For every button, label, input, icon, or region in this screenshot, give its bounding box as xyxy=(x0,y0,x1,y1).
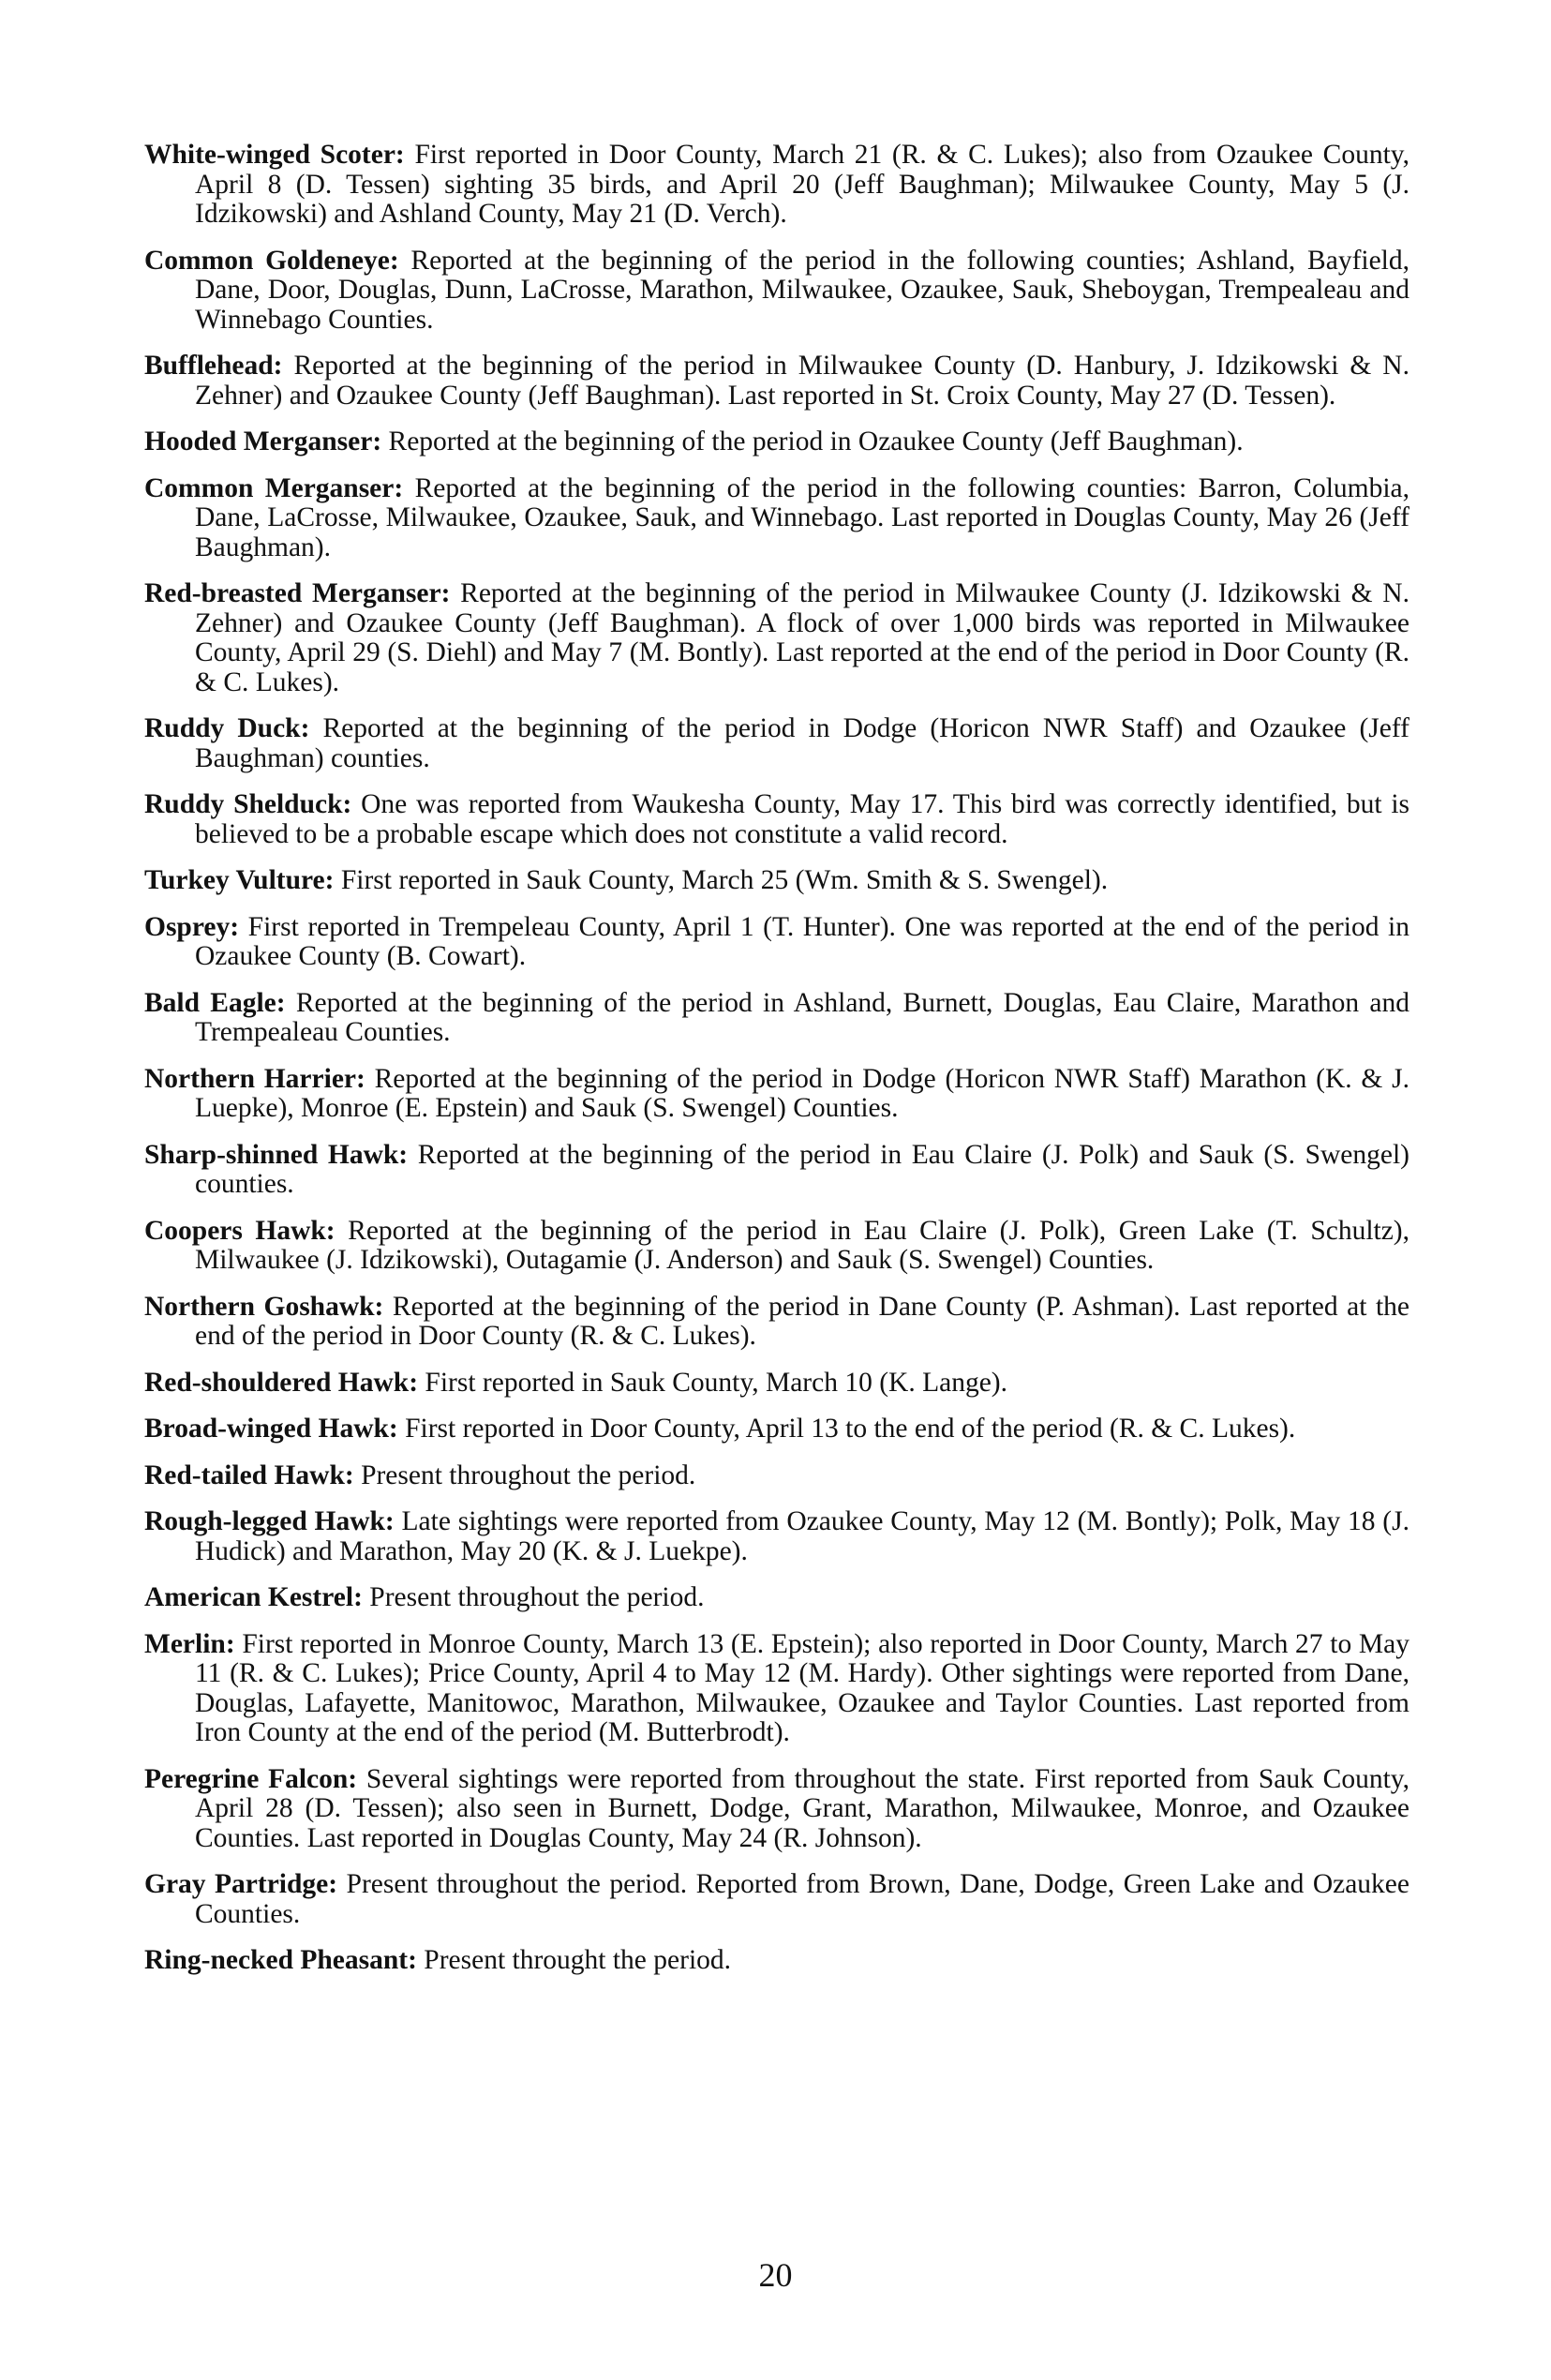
species-entry xyxy=(144,474,1409,563)
species-name: Peregrine Falcon: xyxy=(144,1763,358,1794)
species-entry xyxy=(144,989,1409,1048)
species-name: Bufflehead: xyxy=(144,351,283,381)
species-notes: Present throughout the period. xyxy=(362,1582,705,1612)
species-name: Sharp-shinned Hawk: xyxy=(144,1139,409,1170)
species-name: Common Merganser: xyxy=(144,472,404,503)
species-name: Rough-legged Hawk: xyxy=(144,1506,395,1536)
species-notes: Reported at the beginning of the period in Dodge (Horicon NWR Staff) Marathon (K. & J. Luepke), Monroe (E. Epstein) and Sauk (S. Swengel) Counties. xyxy=(195,1063,1409,1123)
species-entry xyxy=(144,247,1409,336)
species-notes: Present throught the period. xyxy=(416,1945,732,1975)
page-number: 20 xyxy=(758,2256,793,2294)
species-notes: First reported in Monroe County, March 13 (E. Epstein); also reported in Door County, March 27 to May 11 (R. & C. Lukes); Price County, April 4 to May 12 (M. Hardy). Other sightings were reported from Dane, Douglas, Lafayette, Manitowoc, Marathon, Milwaukee, Ozaukee and Taylor Counties. Last reported from Iron County at the end of the period (M. Butterbrodt). xyxy=(195,1628,1409,1747)
species-entry xyxy=(144,866,1409,896)
species-notes: Reported at the beginning of the period in the following counties; Ashland, Bayfield, Dane, Door, Douglas, Dunn, LaCrosse, Marathon, Milwaukee, Ozaukee, Sauk, Sheboygan, Trempealeau and Winnebago Counties. xyxy=(195,245,1410,335)
species-name: Hooded Merganser: xyxy=(144,427,382,457)
species-name: American Kestrel: xyxy=(144,1582,363,1612)
species-notes: Reported at the beginning of the period in Milwaukee County (J. Idzikowski & N. Zehner) and Ozaukee County (Jeff Baughman). A flock of over 1,000 birds was reported in Milwaukee County, April 29 (S. Diehl) and May 7 (M. Bontly). Last reported at the end of the period in Door County (R. & C. Lukes). xyxy=(195,578,1409,697)
species-name: Red-tailed Hawk: xyxy=(144,1459,354,1490)
species-name: Osprey: xyxy=(144,911,240,942)
document-body xyxy=(144,141,1409,1993)
species-notes: Reported at the beginning of the period in the following counties: Barron, Columbia, Dane, LaCrosse, Milwaukee, Ozaukee, Sauk, and Winnebago. Last reported in Douglas County, May 26 (Jeff Baughman). xyxy=(195,472,1409,562)
species-notes: Reported at the beginning of the period in Dodge (Horicon NWR Staff) and Ozaukee (Jeff Baughman) counties. xyxy=(195,713,1409,773)
species-notes: Reported at the beginning of the period in Ashland, Burnett, Douglas, Eau Claire, Marathon and Trempealeau Counties. xyxy=(195,987,1409,1047)
species-notes: Late sightings were reported from Ozaukee County, May 12 (M. Bontly); Polk, May 18 (J. Hudick) and Marathon, May 20 (K. & J. Luekpe). xyxy=(195,1506,1409,1566)
species-name: Red-breasted Merganser: xyxy=(144,578,451,608)
species-entry xyxy=(144,1369,1409,1399)
species-notes: First reported in Trempeleau County, April 1 (T. Hunter). One was reported at the end of the period in Ozaukee County (B. Cowart). xyxy=(195,911,1409,971)
species-notes: Reported at the beginning of the period in Milwaukee County (D. Hanbury, J. Idzikowski & N. Zehner) and Ozaukee County (Jeff Baughman). Last reported in St. Croix County, May 27 (D. Tessen). xyxy=(195,351,1409,411)
species-notes: Present throughout the period. Reported from Brown, Dane, Dodge, Green Lake and Ozaukee Counties. xyxy=(195,1869,1409,1929)
species-name: Turkey Vulture: xyxy=(144,865,335,895)
species-entry xyxy=(144,790,1409,849)
species-notes: Present throughout the period. xyxy=(353,1459,696,1490)
species-entry xyxy=(144,1065,1409,1124)
species-name: Merlin: xyxy=(144,1628,235,1659)
species-entry xyxy=(144,1293,1409,1352)
species-notes: Reported at the beginning of the period in Eau Claire (J. Polk) and Sauk (S. Swengel) counties. xyxy=(195,1139,1409,1199)
species-entry xyxy=(144,1630,1409,1748)
species-entry xyxy=(144,1765,1409,1854)
species-notes: Reported at the beginning of the period in Dane County (P. Ashman). Last reported at the end of the period in Door County (R. & C. Lukes). xyxy=(195,1291,1409,1351)
species-name: Northern Harrier: xyxy=(144,1063,365,1094)
species-entry xyxy=(144,1461,1409,1491)
species-notes: One was reported from Waukesha County, May 17. This bird was correctly identified, but is believed to be a probable escape which does not constitute a valid record. xyxy=(195,789,1410,849)
species-entry xyxy=(144,352,1409,411)
species-entry xyxy=(144,1946,1409,1976)
species-name: Coopers Hawk: xyxy=(144,1215,336,1246)
species-name: White-winged Scoter: xyxy=(144,140,405,170)
species-notes: Reported at the beginning of the period in Ozaukee County (Jeff Baughman). xyxy=(381,427,1244,457)
species-name: Ring-necked Pheasant: xyxy=(144,1945,417,1975)
species-entry xyxy=(144,1217,1409,1276)
species-notes: Several sightings were reported from throughout the state. First reported from Sauk County, April 28 (D. Tessen); also seen in Burnett, Dodge, Grant, Marathon, Milwaukee, Monroe, and Ozaukee Counties. Last reported in Douglas County, May 24 (R. Johnson). xyxy=(195,1763,1409,1853)
species-entry xyxy=(144,141,1409,230)
species-name: Broad-winged Hawk: xyxy=(144,1414,398,1444)
species-entry xyxy=(144,913,1409,972)
species-entry xyxy=(144,714,1409,773)
species-notes: First reported in Door County, April 13 to the end of the period (R. & C. Lukes). xyxy=(397,1414,1296,1444)
species-entry xyxy=(144,579,1409,697)
species-entry xyxy=(144,1583,1409,1613)
species-name: Bald Eagle: xyxy=(144,987,286,1018)
species-notes: First reported in Sauk County, March 10 (K. Lange). xyxy=(418,1367,1007,1398)
species-name: Ruddy Duck: xyxy=(144,713,310,743)
species-entry xyxy=(144,1141,1409,1200)
species-entry xyxy=(144,1507,1409,1566)
species-notes: Reported at the beginning of the period in Eau Claire (J. Polk), Green Lake (T. Schultz), Milwaukee (J. Idzikowski), Outagamie (J. Anderson) and Sauk (S. Swengel) Counties. xyxy=(195,1215,1410,1275)
species-entry xyxy=(144,1415,1409,1444)
species-name: Common Goldeneye: xyxy=(144,245,399,276)
species-name: Northern Goshawk: xyxy=(144,1291,384,1322)
species-notes: First reported in Sauk County, March 25 (Wm. Smith & S. Swengel). xyxy=(334,865,1109,895)
species-name: Ruddy Shelduck: xyxy=(144,789,352,819)
species-entry xyxy=(144,1870,1409,1929)
species-name: Gray Partridge: xyxy=(144,1869,338,1899)
species-entry xyxy=(144,427,1409,457)
species-notes: First reported in Door County, March 21 (R. & C. Lukes); also from Ozaukee County, April 8 (D. Tessen) sighting 35 birds, and April 20 (Jeff Baughman); Milwaukee County, May 5 (J. Idzikowski) and Ashland County, May 21 (D. Verch). xyxy=(195,140,1409,229)
species-name: Red-shouldered Hawk: xyxy=(144,1367,419,1398)
